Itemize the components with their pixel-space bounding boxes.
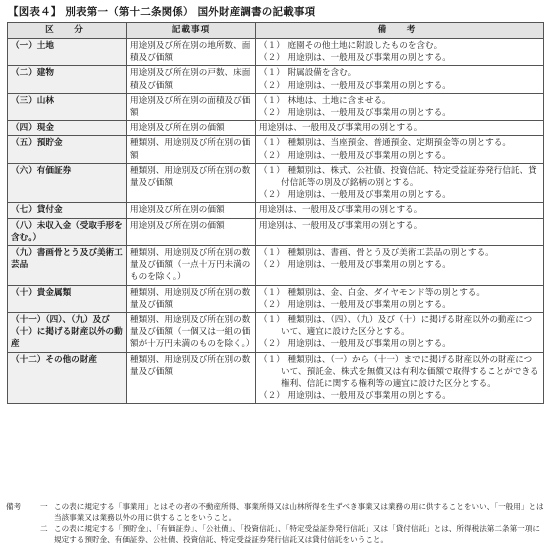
row-notes: [256, 66, 544, 93]
footnote-number: 二: [40, 524, 48, 533]
row-category: （五）預貯金: [8, 136, 127, 163]
table-row: [8, 136, 544, 163]
table-row: [8, 352, 544, 404]
note-line: （１） 種類別は、（四）、（九）及び（十）に掲げる財産以外の動産について、適宜に設けた区分とする。: [259, 315, 533, 338]
table-row: [8, 163, 544, 203]
note-line: （１） 種類別は、株式、公社債、投資信託、特定受益証券発行信託、貸付信託等の別及び銘柄の別とする。: [259, 165, 537, 189]
note-line: （１） 種類別は、書画、骨とう及び美術工芸品の別とする。: [259, 248, 494, 259]
note-line: （１） 種類別は、（一）から（十一）までに掲げる財産以外の財産について、預託金、株式を無償又は有利な価額で取得することができる権利、信託に関する権利等の適宜に設けた区分とする。: [259, 354, 539, 390]
note-line: （２） 用途別は、一般用及び事業用の別とする。: [259, 339, 451, 350]
footnote-number: 一: [40, 502, 48, 511]
row-notes: [256, 136, 544, 163]
row-notes: [256, 352, 544, 404]
row-notes: [256, 163, 544, 203]
note-line: （２） 用途別は、一般用及び事業用の別とする。: [259, 108, 451, 119]
row-category: （十二）その他の財産: [8, 352, 127, 404]
row-items: 種類別、用途別及び所在別の数量及び価額: [127, 285, 256, 312]
note-line: 用途別は、一般用及び事業用の別とする。: [259, 123, 423, 134]
row-items: 種類別、用途別及び所在別の価額: [127, 136, 256, 163]
footnote: [6, 501, 546, 545]
row-items: 用途別及び所在別の戸数、床面積及び価額: [127, 66, 256, 93]
table-row: [8, 218, 544, 245]
row-category: （四）現金: [8, 121, 127, 136]
row-category: （十一）（四）、（九）及び（十）に掲げる財産以外の動産: [8, 313, 127, 353]
note-line: （２） 用途別は、一般用及び事業用の別とする。: [259, 190, 451, 201]
row-category: （六）有価証券: [8, 163, 127, 203]
note-line: （２） 用途別は、一般用及び事業用の別とする。: [259, 299, 451, 310]
row-items: 用途別及び所在別の価額: [127, 203, 256, 218]
row-items: 用途別及び所在別の地所数、面積及び価額: [127, 39, 256, 66]
table-body: [8, 39, 544, 404]
table-header-row: [8, 23, 544, 39]
row-notes: [256, 285, 544, 312]
document-title: 【図表４】 別表第一（第十二条関係） 国外財産調書の記載事項: [8, 6, 316, 18]
assets-table: [7, 22, 544, 404]
row-notes: [256, 218, 544, 245]
footnote-text: この表に規定する「預貯金」、「有価証券」、「公社債」、「投資信託」、「特定受益証券発行信託」又は「貸付信託」とは、所得税法第二条第一項に規定する預貯金、有価証券、公社債、投資信託、特定受益証券発行信託又は貸付信託をいうこと。: [54, 524, 540, 544]
note-line: （１） 附属設備を含む。: [259, 68, 357, 79]
row-notes: [256, 121, 544, 136]
note-line: （１） 種類別は、当座預金、普通預金、定期預金等の別とする。: [259, 138, 511, 149]
note-line: （２） 用途別は、一般用及び事業用の別とする。: [259, 53, 451, 64]
note-line: （２） 用途別は、一般用及び事業用の別とする。: [259, 391, 451, 402]
table-row: [8, 246, 544, 286]
row-category: （九）書画骨とう及び美術工芸品: [8, 246, 127, 286]
note-line: 用途別は、一般用及び事業用の別とする。: [259, 220, 423, 231]
row-notes: [256, 203, 544, 218]
row-items: 種類別、用途別及び所在別の数量及び価額: [127, 163, 256, 203]
header-category: 区 分: [8, 23, 127, 39]
header-items: 記載事項: [127, 23, 256, 39]
header-notes: 備 考: [256, 23, 544, 39]
table-row: [8, 66, 544, 93]
table-row: [8, 39, 544, 66]
row-category: （一）土地: [8, 39, 127, 66]
note-line: （２） 用途別は、一般用及び事業用の別とする。: [259, 80, 451, 91]
row-category: （十）貴金属類: [8, 285, 127, 312]
note-line: （１） 林地は、土地に含ませる。: [259, 95, 391, 106]
note-line: 用途別は、一般用及び事業用の別とする。: [259, 205, 423, 216]
table-row: [8, 285, 544, 312]
note-line: （２） 用途別は、一般用及び事業用の別とする。: [259, 260, 451, 271]
footnote-text: この表に規定する「事業用」とはその者の不動産所得、事業所得又は山林所得を生ずべき事業又は業務の用に供することをいい、「一般用」とは当該事業又は業務以外の用に供することをいうこと。: [54, 502, 544, 522]
row-items: 用途別及び所在別の価額: [127, 218, 256, 245]
row-notes: [256, 93, 544, 120]
table-row: [8, 93, 544, 120]
row-items: 種類別、用途別及び所在別の数量及び価額（一個又は一組の価額が十万円未満のものを除く。）: [127, 313, 256, 353]
row-category: （八）未収入金（受取手形を含む。）: [8, 218, 127, 245]
footnote-lead: 備考: [6, 502, 22, 511]
row-category: （三）山林: [8, 93, 127, 120]
row-notes: [256, 246, 544, 286]
row-notes: [256, 39, 544, 66]
footnote-item: [6, 523, 546, 545]
table-row: [8, 313, 544, 353]
table-row: [8, 121, 544, 136]
footnote-item: [6, 501, 546, 523]
note-line: （２） 用途別は、一般用及び事業用の別とする。: [259, 150, 451, 161]
row-notes: [256, 313, 544, 353]
row-items: 用途別及び所在別の面積及び価額: [127, 93, 256, 120]
row-items: 用途別及び所在別の価額: [127, 121, 256, 136]
row-items: 種類別、用途別及び所在別の数量及び価額: [127, 352, 256, 404]
row-items: 種類別、用途別及び所在別の数量及び価額（一点十万円未満のものを除く。）: [127, 246, 256, 286]
row-category: （二）建物: [8, 66, 127, 93]
table-row: [8, 203, 544, 218]
footnote-lead: [6, 523, 40, 545]
row-category: （七）貸付金: [8, 203, 127, 218]
note-line: （１） 種類別は、金、白金、ダイヤモンド等の別とする。: [259, 287, 485, 298]
note-line: （１） 庭園その他土地に附設したものを含む。: [259, 41, 443, 51]
